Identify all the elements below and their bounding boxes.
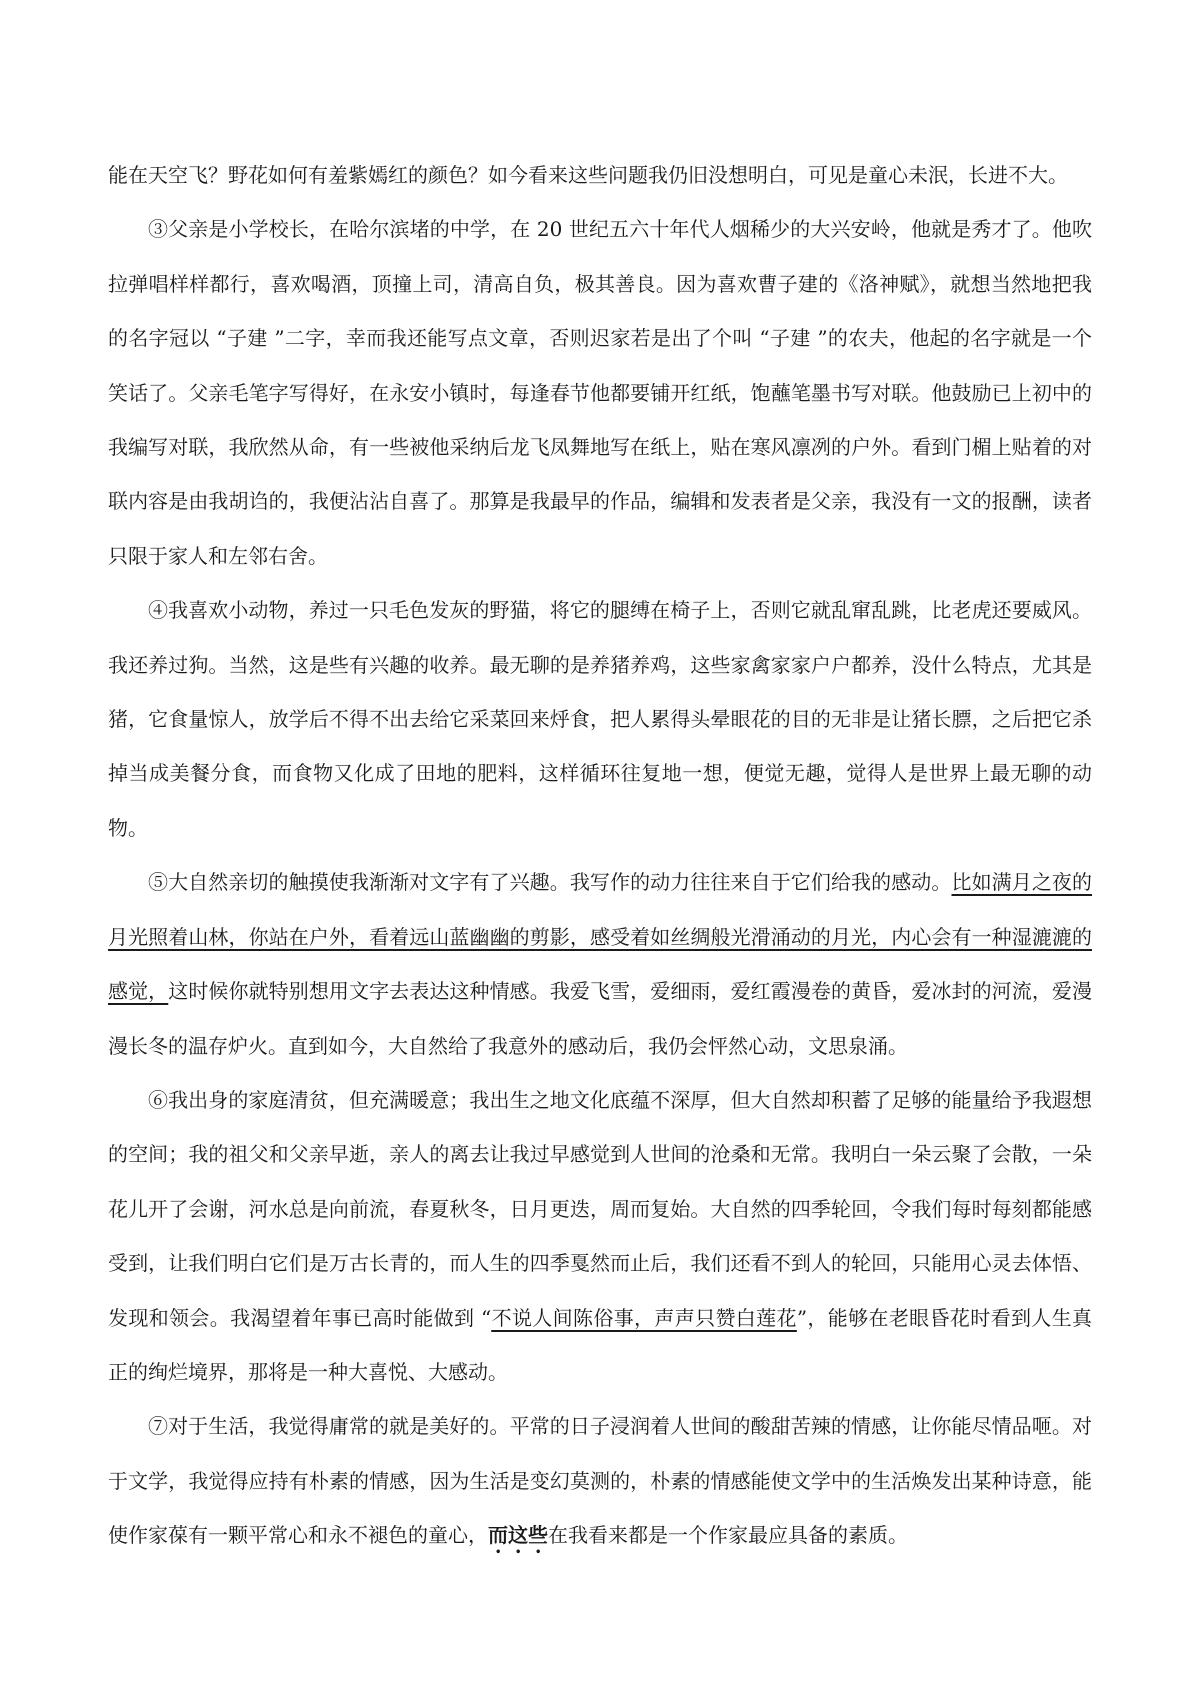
paragraph-6-text-after: ”，能够在老眼昏花时看到人生真正的绚烂境界，那将是一种大喜悦、大感动。	[108, 1305, 1092, 1384]
paragraph-7-text-before: ⑦对于生活，我觉得庸常的就是美好的。平常的日子浸润着人世间的酸甜苦辣的情感，让你能尽情品咂。对于文学，我觉得应持有朴素的情感，因为生活是变幻莫测的，朴素的情感能使文学中的生活焕发出某种诗意，能使作家葆有一颗平常心和永不褪色的童心，	[108, 1414, 1092, 1548]
paragraph-5-underlined-sentence: 比如满月之夜的月光照着山林，你站在户外，看着远山蓝幽幽的剪影，感受着如丝绸般光滑涌动的月光，内心会有一种湿漉漉的感觉，	[108, 870, 1093, 1004]
paragraph-6-underlined-quote: 不说人间陈俗事，声声只赞白莲花	[491, 1305, 797, 1330]
paragraph-5	[108, 855, 1092, 1073]
paragraph-6-text-before: ⑥我出身的家庭清贫，但充满暖意；我出生之地文化底蕴不深厚，但大自然却积蓄了足够的能量给予我遐想的空间；我的祖父和父亲早逝，亲人的离去让我过早感觉到人世间的沧桑和无常。我明白一朵云聚了会散，一朵花儿开了会谢，河水总是向前流，春夏秋冬，日月更迭，周而复始。大自然的四季轮回，令我们每时每刻都能感受到，让我们明白它们是万古长青的，而人生的四季戛然而止后，我们还看不到人的轮回，只能用心灵去体悟、发现和领会。我渴望着年事已高时能做到 “	[108, 1087, 1092, 1330]
paragraph-6	[108, 1073, 1092, 1399]
paragraph-5-text-after: 这时候你就特别想用文字去表达这种情感。我爱飞雪，爱细雨，爱红霞漫卷的黄昏，爱冰封的河流，爱漫漫长冬的温存炉火。直到如今，大自然给了我意外的感动后，我仍会怦然心动，文思泉涌。	[108, 979, 1092, 1058]
paragraph-3: ③父亲是小学校长，在哈尔滨堵的中学，在 20 世纪五六十年代人烟稀少的大兴安岭，他就是秀才了。他吹拉弹唱样样都行，喜欢喝酒，顶撞上司，清高自负，极其善良。因为喜欢曹子建的《洛神赋》，就想当然地把我的名字冠以 “子建 ”二字，幸而我还能写点文章，否则迟家若是出了个叫 “子建 ”的农夫，他起的名字就是一个笑话了。父亲毛笔字写得好，在永安小镇时，每逢春节他都要铺开红纸，饱蘸笔墨书写对联。他鼓励已上初中的我编写对联，我欣然从命，有一些被他采纳后龙飞凤舞地写在纸上，贴在寒风凛冽的户外。看到门楣上贴着的对联内容是由我胡诌的，我便沾沾自喜了。那算是我最早的作品，编辑和发表者是父亲，我没有一文的报酬，读者只限于家人和左邻右舍。	[108, 217, 1092, 568]
paragraph-7-text-after: 在我看来都是一个作家最应具备的素质。	[548, 1523, 908, 1548]
paragraph-5-text-before: ⑤大自然亲切的触摸使我渐渐对文字有了兴趣。我写作的动力往往来自于它们给我的感动。	[148, 870, 952, 895]
paragraph-7	[108, 1399, 1092, 1562]
paragraph-4: ④我喜欢小动物，养过一只毛色发灰的野猫，将它的腿缚在椅子上，否则它就乱窜乱跳，比老虎还要威风。我还养过狗。当然，这是些有兴趣的收养。最无聊的是养猪养鸡，这些家禽家家户户都养，没什么特点，尤其是猪，它食量惊人，放学后不得不出去给它采菜回来烀食，把人累得头晕眼花的目的无非是让猪长膘，之后把它杀掉当成美餐分食，而食物又化成了田地的肥料，这样循环往复地一想，便觉无趣，觉得人是世界上最无聊的动物。	[108, 598, 1092, 840]
paragraph-2-continued: 能在天空飞？野花如何有羞紫嫣红的颜色？如今看来这些问题我仍旧没想明白，可见是童心未泯，长进不大。	[108, 163, 1068, 187]
paragraph-7-emphasized-phrase: 而这些	[488, 1523, 548, 1548]
